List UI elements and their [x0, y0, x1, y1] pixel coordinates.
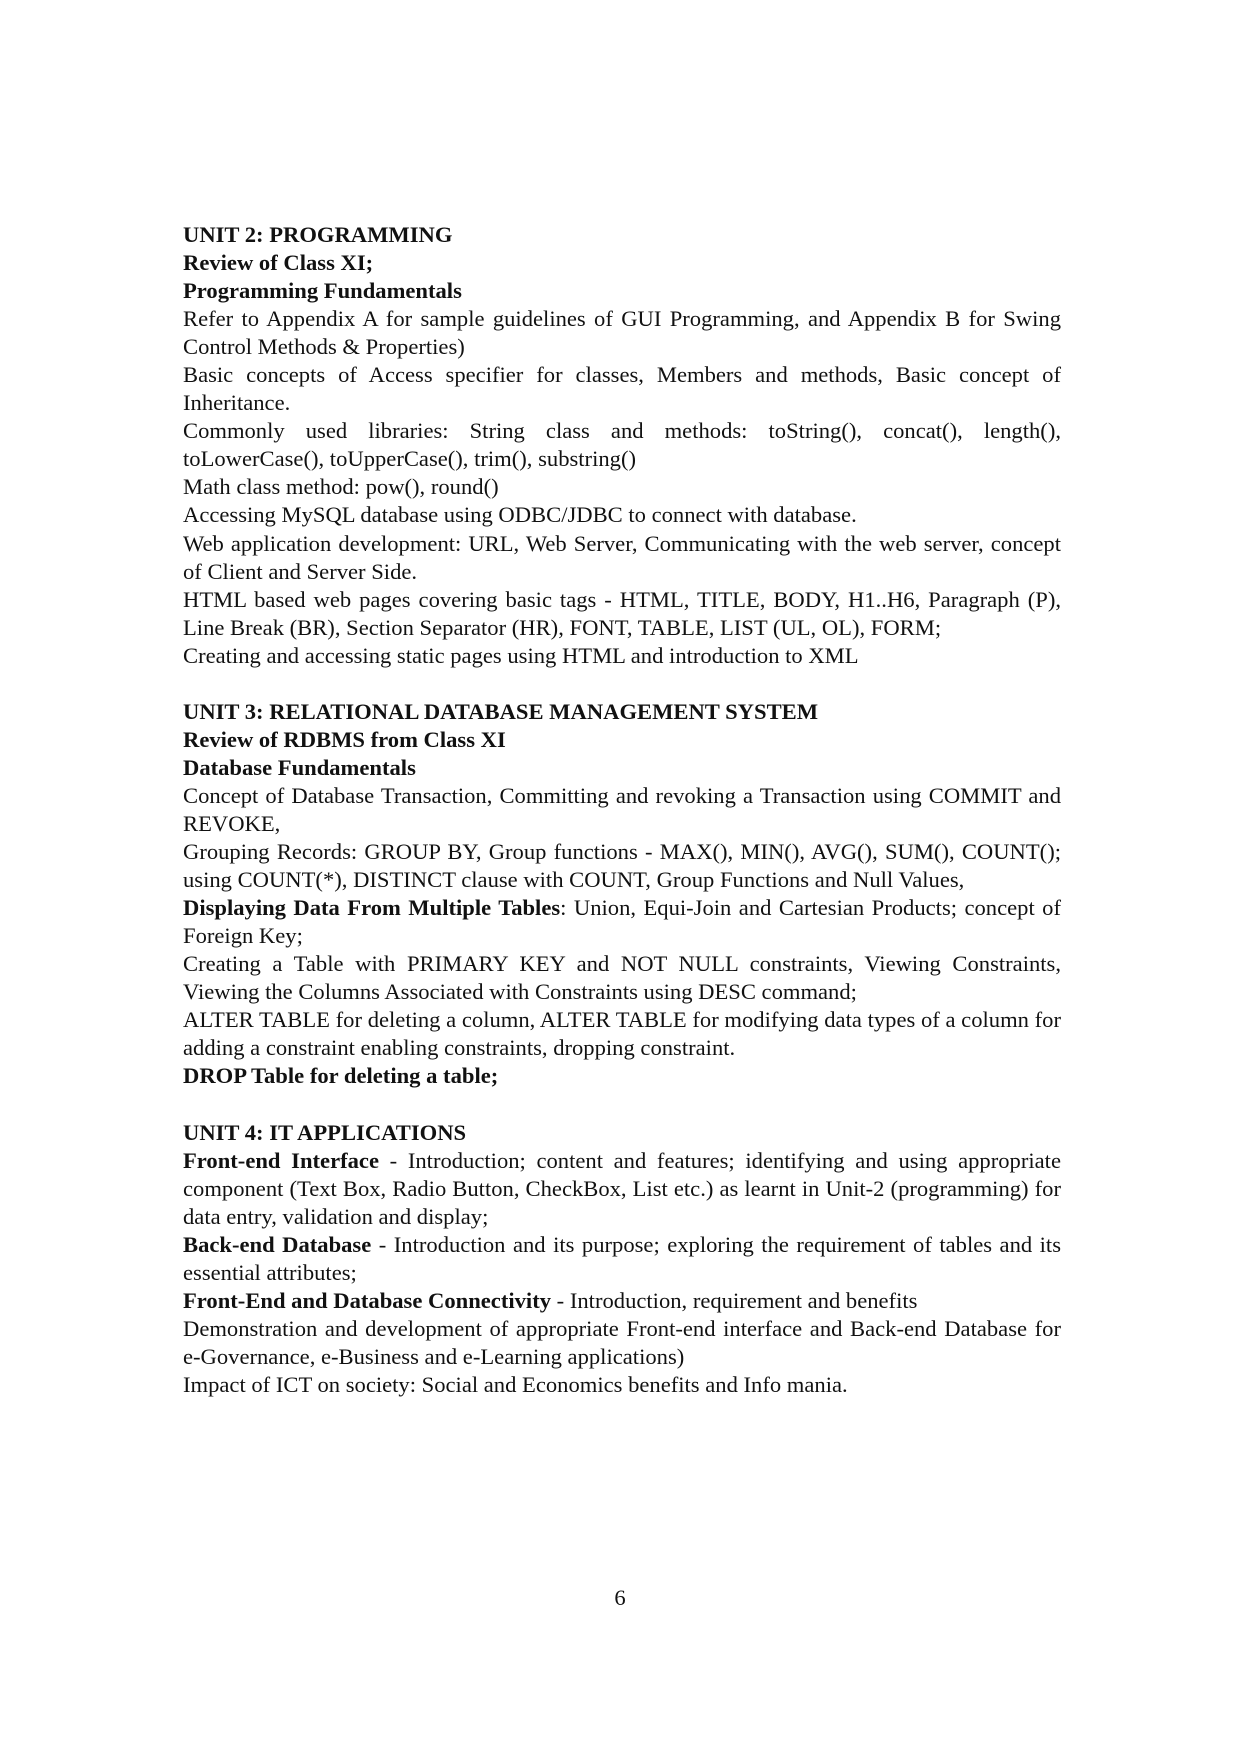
unit-2-heading: UNIT 2: PROGRAMMING: [183, 222, 453, 247]
unit-4-section: [183, 1119, 1061, 1399]
unit-2-paragraph: Web application development: URL, Web Server, Communicating with the web server, concept of Client and Server Side.: [183, 530, 1061, 584]
unit-4-frontend-paragraph: [183, 1147, 1061, 1231]
unit-2-paragraph: Accessing MySQL database using ODBC/JDBC to connect with database.: [183, 502, 857, 528]
unit-3-heading: UNIT 3: RELATIONAL DATABASE MANAGEMENT SYSTEM: [183, 698, 819, 724]
section-spacer: [183, 670, 1061, 698]
unit-3-section: [183, 698, 1061, 1091]
section-spacer: [183, 1090, 1061, 1118]
unit-3-paragraph: Creating a Table with PRIMARY KEY and NOT NULL constraints, Viewing Constraints, Viewing the Columns Associated with Constraints using DESC command;: [183, 951, 1061, 1005]
unit-2-paragraph: Refer to Appendix A for sample guidelines of GUI Programming, and Appendix B for Swing Control Methods & Properties): [183, 306, 1061, 360]
unit-2-paragraph: Creating and accessing static pages using HTML and introduction to XML: [183, 642, 859, 668]
unit-3-review-heading: Review of RDBMS from Class XI: [183, 726, 506, 752]
unit-2-section: [183, 221, 1061, 670]
unit-2-review-heading: Review of Class XI;: [183, 250, 374, 276]
unit-3-paragraph: Concept of Database Transaction, Committing and revoking a Transaction using COMMIT and REVOKE,: [183, 782, 1061, 836]
unit-2-subheading: Programming Fundamentals: [183, 278, 462, 304]
unit-3-paragraph: Grouping Records: GROUP BY, Group functions - MAX(), MIN(), AVG(), SUM(), COUNT(); using COUNT(*), DISTINCT clause with COUNT, Group Functions and Null Values,: [183, 839, 1061, 893]
unit-4-heading: UNIT 4: IT APPLICATIONS: [183, 1119, 467, 1145]
unit-3-drop-table: DROP Table for deleting a table;: [183, 1063, 499, 1089]
unit-3-subheading: Database Fundamentals: [183, 754, 416, 780]
unit-4-backend-paragraph: [183, 1231, 1061, 1287]
connectivity-description: - Introduction, requirement and benefits: [551, 1287, 918, 1313]
backend-database-term: Back-end Database: [183, 1231, 372, 1257]
unit-2-paragraph: Basic concepts of Access specifier for classes, Members and methods, Basic concept of Inheritance.: [183, 362, 1061, 416]
unit-2-paragraph: Commonly used libraries: String class and methods: toString(), concat(), length(), toLowerCase(), toUpperCase(), trim(), substring(): [183, 418, 1061, 472]
multiple-tables-description: : Union, Equi-Join and Cartesian Products; concept of Foreign Key;: [183, 895, 1061, 949]
page-number: 6: [614, 1585, 626, 1610]
unit-4-impact-paragraph: Impact of ICT on society: Social and Economics benefits and Info mania.: [183, 1371, 848, 1397]
frontend-interface-description: - Introduction; content and features; identifying and using appropriate component (Text Box, Radio Button, CheckBox, List etc.) as learnt in Unit-2 (programming) for data entry, validation and display;: [183, 1147, 1061, 1229]
unit-3-paragraph: ALTER TABLE for deleting a column, ALTER TABLE for modifying data types of a column for adding a constraint enabling constraints, dropping constraint.: [183, 1007, 1061, 1061]
document-body: [183, 221, 1061, 1399]
unit-2-paragraph: Math class method: pow(), round(): [183, 474, 499, 500]
unit-3-multiple-tables-paragraph: [183, 894, 1061, 950]
backend-database-description: - Introduction and its purpose; exploring the requirement of tables and its essential attributes;: [183, 1231, 1061, 1285]
unit-4-demonstration-paragraph: Demonstration and development of appropriate Front-end interface and Back-end Database for e-Governance, e-Business and e-Learning applications): [183, 1315, 1061, 1369]
connectivity-term: Front-End and Database Connectivity: [183, 1287, 552, 1313]
multiple-tables-term: Displaying Data From Multiple Tables: [183, 895, 561, 921]
frontend-interface-term: Front-end Interface: [183, 1147, 379, 1173]
unit-2-paragraph: HTML based web pages covering basic tags - HTML, TITLE, BODY, H1..H6, Paragraph (P), Line Break (BR), Section Separator (HR), FONT, TABLE, LIST (UL, OL), FORM;: [183, 586, 1061, 640]
unit-4-connectivity-paragraph: [183, 1287, 1061, 1315]
